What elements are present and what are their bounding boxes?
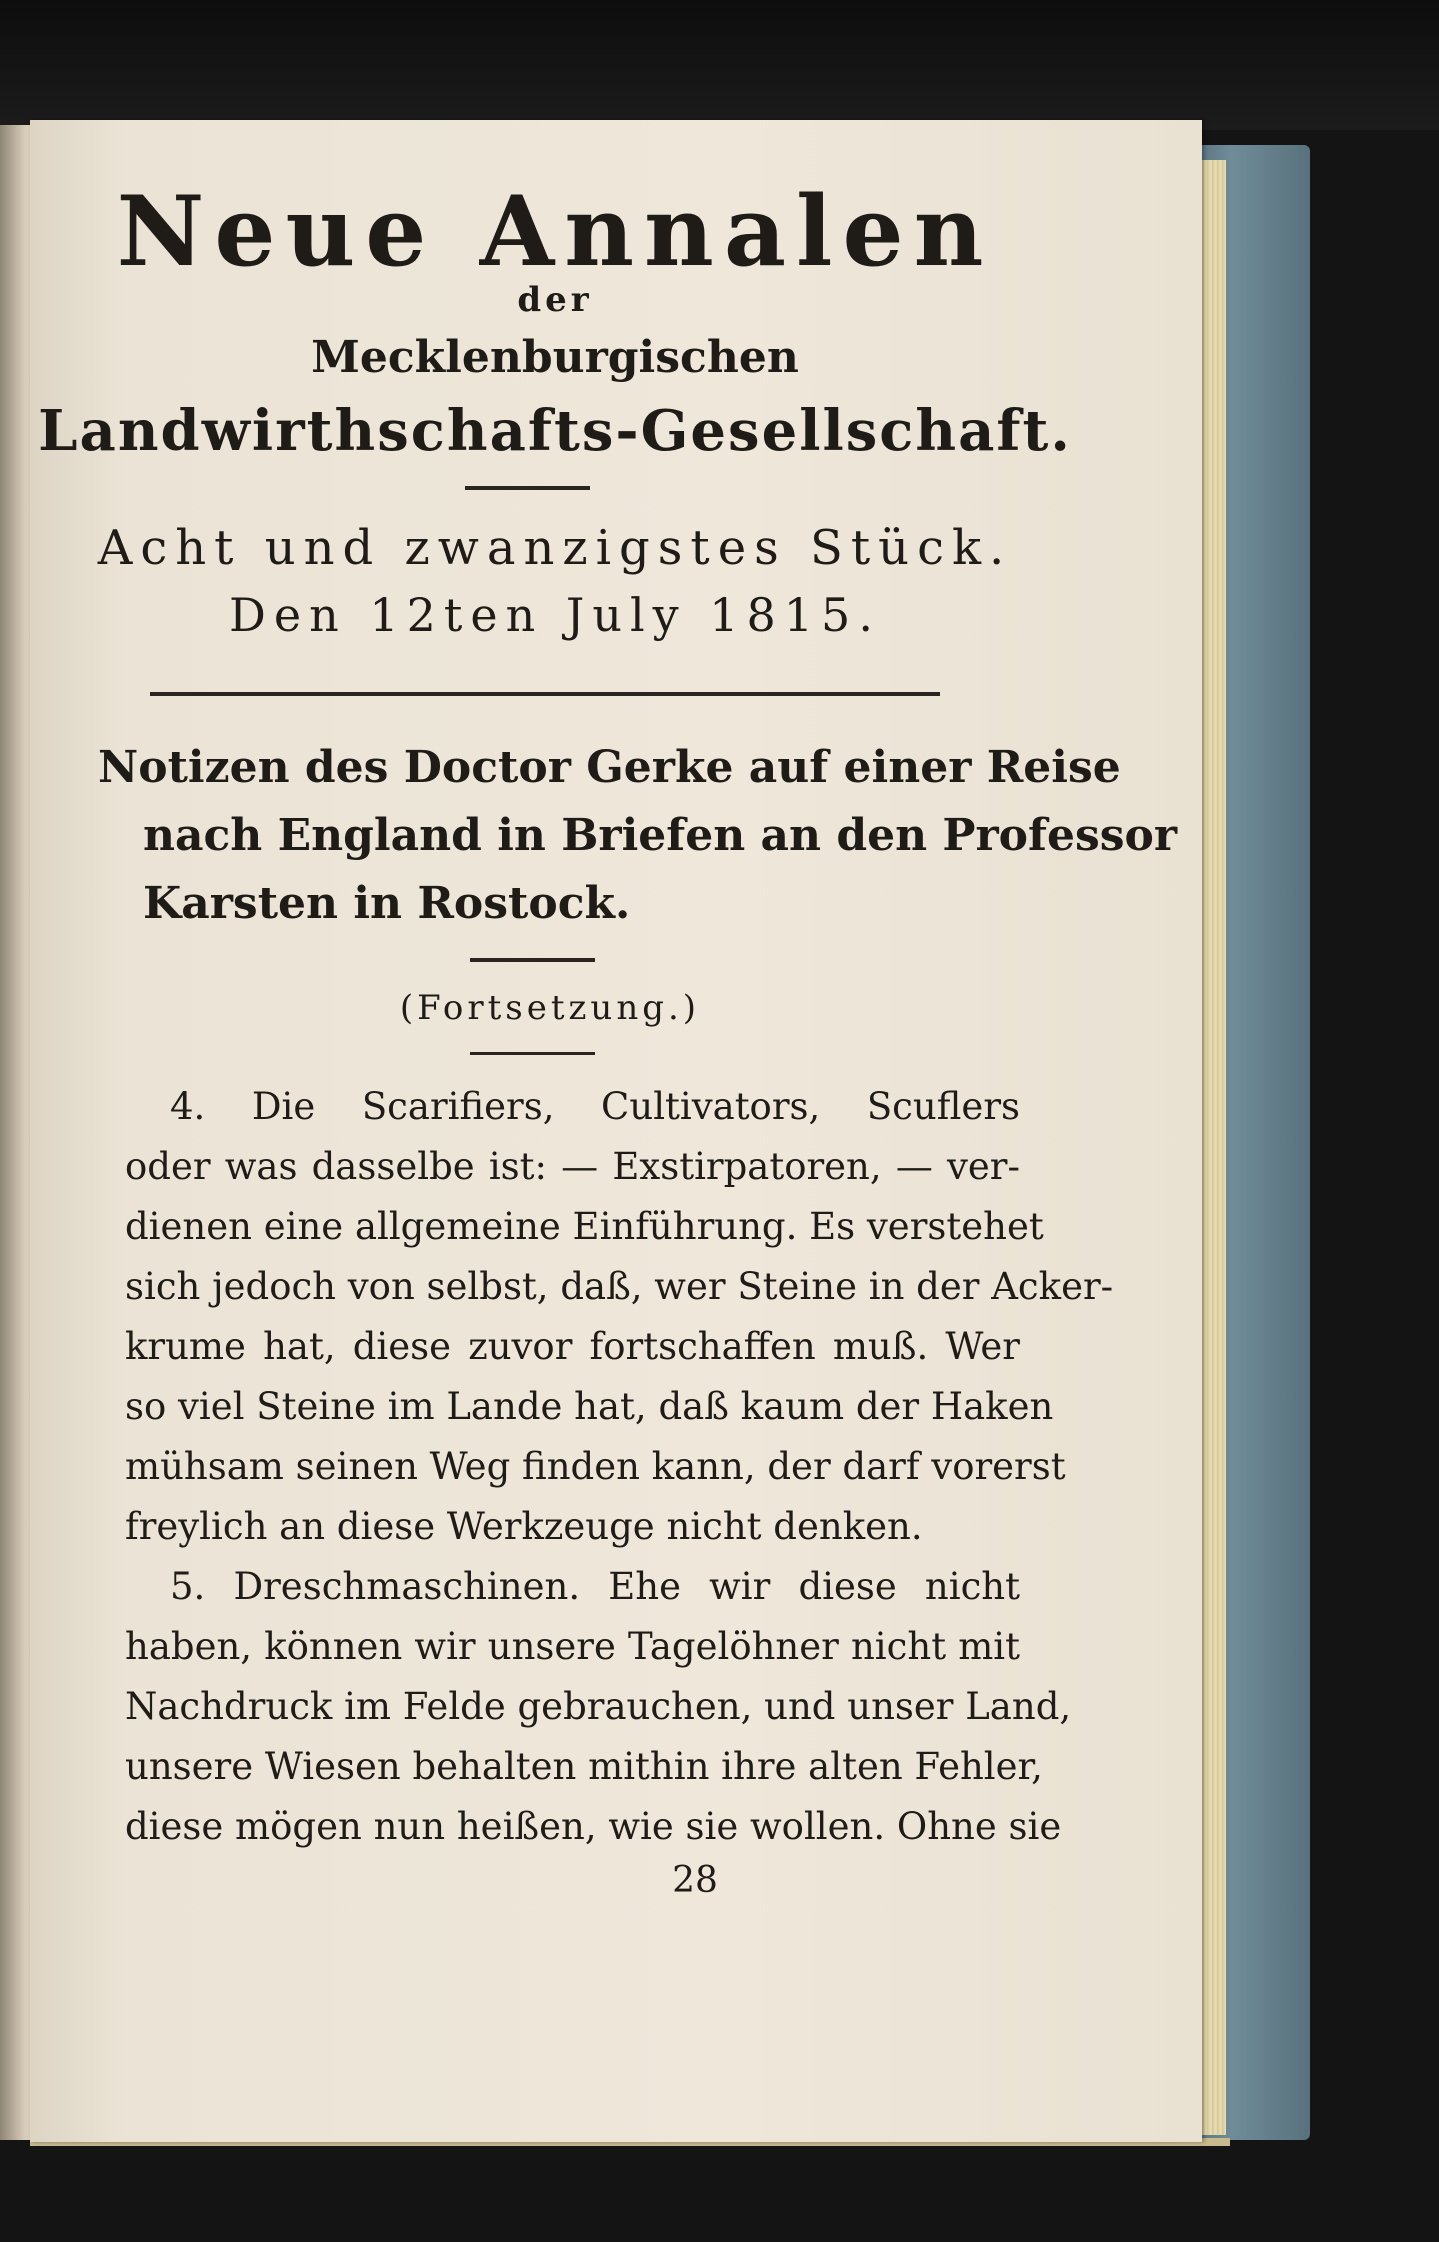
journal-subtitle-2: Landwirthschafts-Gesellschaft. (38, 398, 1072, 464)
article-heading-line-2: nach England in Briefen an den Professor (143, 810, 1178, 861)
heading-divider (470, 958, 595, 962)
body-line: krume hat, diese zuvor fortschaffen muß. Wer (125, 1325, 1020, 1368)
signature-mark: 28 (672, 1860, 718, 1901)
header-divider (150, 692, 940, 696)
body-line: sich jedoch von selbst, daß, wer Steine in der Acker- (125, 1265, 1114, 1308)
issue-number: Acht und zwanzigstes Stück. (97, 520, 1013, 576)
body-line: unsere Wiesen behalten mithin ihre alten Fehler, (125, 1745, 1043, 1788)
body-line: oder was dasselbe ist: — Exstirpatoren, — ver- (125, 1145, 1020, 1188)
continuation-divider (470, 1052, 595, 1055)
dark-background (0, 0, 1439, 130)
issue-date: Den 12ten July 1815. (229, 588, 881, 642)
body-line: dienen eine allgemeine Einführung. Es verstehet (125, 1205, 1044, 1248)
body-line: so viel Steine im Lande hat, daß kaum der Haken (125, 1385, 1054, 1428)
body-line: haben, können wir unsere Tagelöhner nicht mit (125, 1625, 1020, 1668)
body-line: Nachdruck im Felde gebrauchen, und unser Land, (125, 1685, 1072, 1728)
body-line: 5. Dreschmaschinen. Ehe wir diese nicht (170, 1565, 1020, 1608)
title-divider (465, 486, 590, 490)
body-line: mühsam seinen Weg finden kann, der darf vorerst (125, 1445, 1066, 1488)
article-heading-line-1: Notizen des Doctor Gerke auf einer Reise (98, 742, 1121, 793)
body-line: freylich an diese Werkzeuge nicht denken. (125, 1505, 923, 1548)
journal-title: Neue Annalen (116, 175, 994, 288)
article-heading-line-3: Karsten in Rostock. (143, 878, 631, 929)
book-page (30, 120, 1202, 2142)
journal-subtitle-1: Mecklenburgischen (311, 332, 799, 383)
body-line: diese mögen nun heißen, wie sie wollen. Ohne sie (125, 1805, 1062, 1848)
continuation-note: (Fortsetzung.) (399, 988, 701, 1028)
title-connector: der (517, 280, 593, 320)
body-line: 4. Die Scarifiers, Cultivators, Scuflers (170, 1085, 1020, 1128)
